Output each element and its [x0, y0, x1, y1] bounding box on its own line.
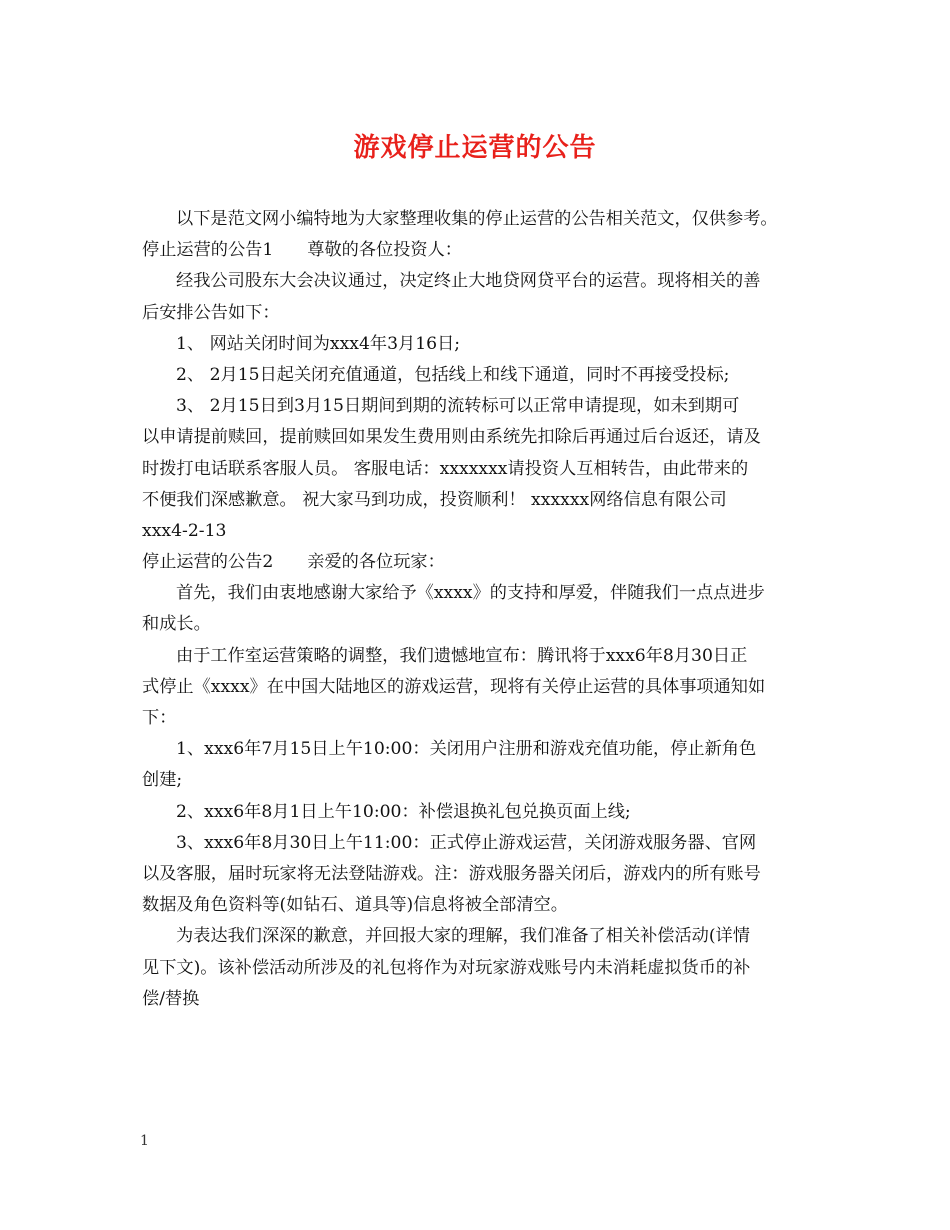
section-heading-line	[142, 235, 822, 266]
paragraph-line: 数据及角色资料等(如钻石、道具等)信息将被全部清空。	[142, 895, 568, 916]
paragraph-line: 后安排公告如下：	[142, 302, 280, 323]
paragraph-line: 经我公司股东大会决议通过，决定终止大地贷网贷平台的运营。现将相关的善	[176, 271, 761, 292]
paragraph-line: 首先，我们由衷地感谢大家给予《xxxx》的支持和厚爱，伴随我们一点点进步	[176, 583, 765, 604]
salutation-1: 尊敬的各位投资人：	[307, 240, 462, 261]
paragraph-line: 以及客服，届时玩家将无法登陆游戏。注：游戏服务器关闭后，游戏内的所有账号	[142, 863, 761, 884]
list-item-line: 2、xxx6年8月1日上午10:00：补偿退换礼包兑换页面上线;	[176, 801, 631, 822]
intro-line: 以下是范文网小编特地为大家整理收集的停止运营的公告相关范文，仅供参考。	[176, 209, 778, 229]
list-item-line: 创建;	[142, 770, 183, 791]
section-heading-2: 停止运营的公告2	[142, 552, 274, 573]
page-number: 1	[140, 1133, 149, 1149]
salutation-2: 亲爱的各位玩家：	[307, 552, 445, 573]
paragraph-line: 时拨打电话联系客服人员。 客服电话：xxxxxxx请投资人互相转告，由此带来的	[142, 458, 749, 479]
paragraph-line: 不便我们深感歉意。 祝大家马到功成，投资顺利！ xxxxxx网络信息有限公司	[142, 489, 727, 510]
paragraph-line: 为表达我们深深的歉意，并回报大家的理解，我们准备了相关补偿活动(详情	[176, 926, 750, 947]
paragraph-line: 见下文)。该补偿活动所涉及的礼包将作为对玩家游戏账号内未消耗虚拟货币的补	[142, 957, 751, 978]
date-line: xxx4-2-13	[142, 520, 227, 541]
list-item-line: 3、 2月15日到3月15日期间到期的流转标可以正常申请提现，如未到期可	[176, 396, 740, 417]
document-title: 游戏停止运营的公告	[353, 133, 597, 163]
paragraph-line: 式停止《xxxx》在中国大陆地区的游戏运营，现将有关停止运营的具体事项通知如	[142, 676, 766, 697]
section-heading-1: 停止运营的公告1	[142, 240, 274, 261]
paragraph-line: 偿/替换	[142, 988, 200, 1009]
section-heading-line	[142, 547, 822, 578]
paragraph-line: 和成长。	[142, 614, 211, 635]
list-item-line: 2、 2月15日起关闭充值通道，包括线上和线下通道，同时不再接受投标;	[176, 364, 730, 385]
list-item-line: 1、xxx6年7月15日上午10:00：关闭用户注册和游戏充值功能，停止新角色	[176, 739, 757, 760]
document-body	[142, 204, 822, 1015]
paragraph-line: 下：	[142, 708, 177, 728]
paragraph-line: 由于工作室运营策略的调整，我们遗憾地宣布：腾讯将于xxx6年8月30日正	[176, 645, 748, 666]
list-item-line: 1、 网站关闭时间为xxx4年3月16日;	[176, 333, 461, 354]
paragraph-line: 以申请提前赎回，提前赎回如果发生费用则由系统先扣除后再通过后台返还，请及	[142, 427, 761, 448]
list-item-line: 3、xxx6年8月30日上午11:00：正式停止游戏运营，关闭游戏服务器、官网	[176, 832, 757, 853]
